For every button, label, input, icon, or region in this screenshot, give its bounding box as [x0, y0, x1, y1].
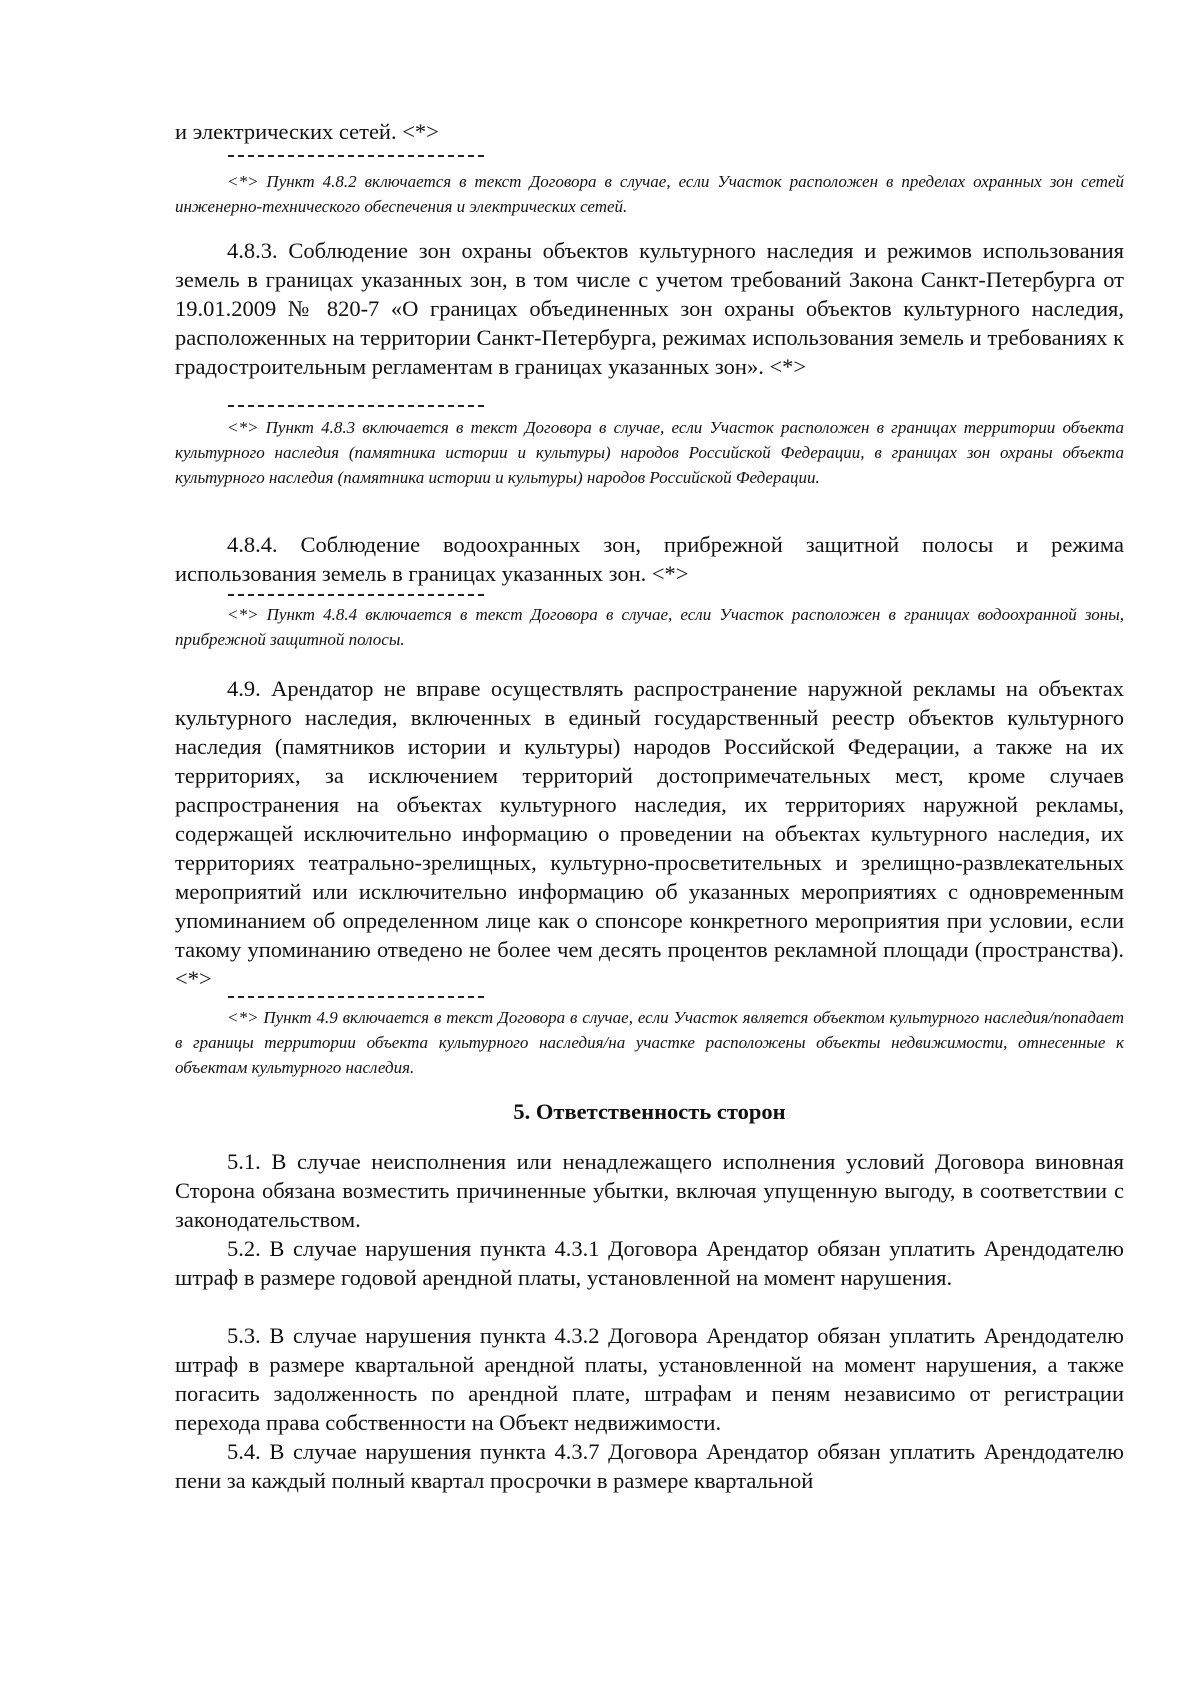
- section-title: 5. Ответственность сторон: [513, 1099, 786, 1124]
- footnote-separator: [228, 155, 484, 157]
- footnote-text: <*> Пункт 4.8.2 включается в текст Договора в случае, если Участок расположен в пределах охранных зон сетей инженерно-технического обеспечения и электрических сетей.: [175, 172, 1124, 216]
- paragraph-text: 5.4. В случае нарушения пункта 4.3.7 Договора Арендатор обязан уплатить Арендодателю пени за каждый полный квартал просрочки в размере квартальной: [175, 1439, 1124, 1493]
- paragraph-5-1: [175, 1147, 1124, 1234]
- footnote-separator: [228, 405, 484, 407]
- footnote-4-8-3: [175, 415, 1124, 490]
- footnote-4-8-2: [175, 169, 1124, 219]
- paragraph-text: 4.8.3. Соблюдение зон охраны объектов культурного наследия и режимов использования земель в границах указанных зон, в том числе с учетом требований Закона Санкт-Петербурга от 19.01.2009 № 820-7 «О границах объединенных зон охраны объектов культурного наследия, расположенных на территории Санкт-Петербурга, режимах использования земель и требованиях к градостроительным регламентам в границах указанных зон». <*>: [175, 238, 1124, 379]
- paragraph-text: 5.3. В случае нарушения пункта 4.3.2 Договора Арендатор обязан уплатить Арендодателю штраф в размере квартальной арендной платы, установленной на момент нарушения, а также погасить задолженность по арендной плате, штрафам и пеням независимо от регистрации перехода права собственности на Объект недвижимости.: [175, 1323, 1124, 1435]
- footnote-text: <*> Пункт 4.8.3 включается в текст Договора в случае, если Участок расположен в границах территории объекта культурного наследия (памятника истории и культуры) народов Российской Федерации, в границах зон охраны объекта культурного наследия (памятника истории и культуры) народов Российской Федерации.: [175, 418, 1124, 487]
- paragraph-text: 4.9. Арендатор не вправе осуществлять распространение наружной рекламы на объектах культурного наследия, включенных в единый государственный реестр объектов культурного наследия (памятников истории и культуры) народов Российской Федерации, а также на их территориях, за исключением территорий достопримечательных мест, кроме случаев распространения на объектах культурного наследия, их территориях наружной рекламы, содержащей исключительно информацию о проведении на объектах культурного наследия, их территориях театрально-зрелищных, культурно-просветительных и зрелищно-развлекательных мероприятий или исключительно информацию об указанных мероприятиях с одновременным упоминанием об определенном лице как о спонсоре конкретного мероприятия при условии, если такому упоминанию отведено не более чем десять процентов рекламной площади (пространства). <*>: [175, 676, 1124, 991]
- continuation-paragraph: [175, 117, 1124, 146]
- footnote-separator: [228, 996, 484, 998]
- footnote-4-9: [175, 1005, 1124, 1080]
- paragraph-text: 5.2. В случае нарушения пункта 4.3.1 Договора Арендатор обязан уплатить Арендодателю штраф в размере годовой арендной платы, установленной на момент нарушения.: [175, 1236, 1124, 1290]
- paragraph-5-4: [175, 1437, 1124, 1495]
- footnote-text: <*> Пункт 4.8.4 включается в текст Договора в случае, если Участок расположен в границах водоохранной зоны, прибрежной защитной полосы.: [175, 605, 1124, 649]
- paragraph-text: 5.1. В случае неисполнения или ненадлежащего исполнения условий Договора виновная Сторона обязана возместить причиненные убытки, включая упущенную выгоду, в соответствии с законодательством.: [175, 1149, 1124, 1232]
- continuation-text: и электрических сетей. <*>: [175, 119, 439, 144]
- footnote-separator: [228, 594, 484, 596]
- paragraph-text: 4.8.4. Соблюдение водоохранных зон, прибрежной защитной полосы и режима использования земель в границах указанных зон. <*>: [175, 532, 1124, 586]
- paragraph-4-9: [175, 674, 1124, 993]
- paragraph-5-3: [175, 1321, 1124, 1437]
- footnote-4-8-4: [175, 602, 1124, 652]
- paragraph-4-8-4: [175, 530, 1124, 588]
- footnote-text: <*> Пункт 4.9 включается в текст Договора в случае, если Участок является объектом культурного наследия/попадает в границы территории объекта культурного наследия/на участке расположены объекты недвижимости, отнесенные к объектам культурного наследия.: [175, 1008, 1124, 1077]
- paragraph-5-2: [175, 1234, 1124, 1292]
- paragraph-4-8-3: [175, 236, 1124, 381]
